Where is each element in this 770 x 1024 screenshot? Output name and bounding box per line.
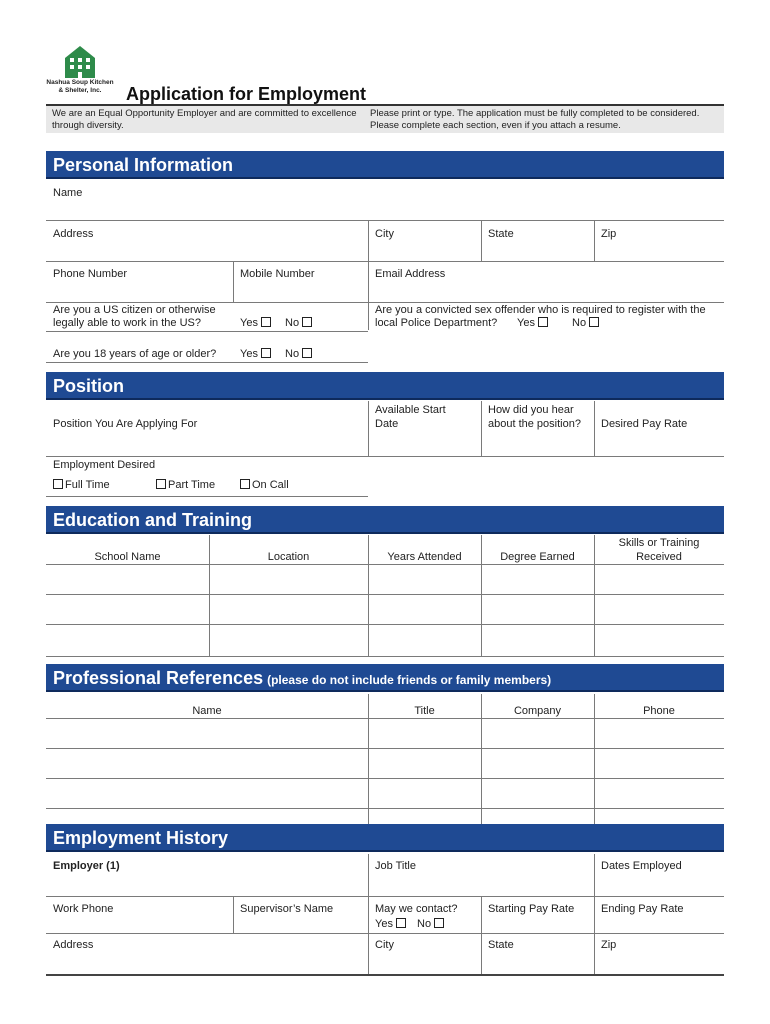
work-phone-field-line[interactable] xyxy=(46,933,724,934)
divider xyxy=(594,221,595,261)
divider xyxy=(481,221,482,261)
divider xyxy=(46,564,724,565)
divider xyxy=(209,535,210,656)
divider xyxy=(594,694,595,824)
section-title: Employment History xyxy=(53,828,229,848)
name-label: Name xyxy=(53,187,83,199)
divider xyxy=(46,362,368,363)
education-row[interactable] xyxy=(46,624,724,625)
logo-text-line1: Nashua Soup Kitchen xyxy=(46,79,114,86)
intro-instructions: Please print or type. The application must be fully completed to be considered. Please complete each section, even if you attach a resume. xyxy=(364,106,724,133)
desired-pay-label: Desired Pay Rate xyxy=(601,418,688,430)
col-school-name: School Name xyxy=(94,551,161,563)
divider xyxy=(368,854,369,897)
yes-label: Yes xyxy=(517,317,535,329)
checkbox-icon[interactable] xyxy=(261,317,271,327)
on-call-option[interactable] xyxy=(237,478,289,492)
contact-yes-option[interactable] xyxy=(375,917,408,931)
checkbox-icon[interactable] xyxy=(240,479,250,489)
hear-label-line2: about the position? xyxy=(488,418,581,430)
logo-text-line2: & Shelter, Inc. xyxy=(58,86,102,94)
divider xyxy=(368,221,369,261)
citizen-question-line1: Are you a US citizen or otherwise xyxy=(53,304,216,316)
checkbox-icon[interactable] xyxy=(261,348,271,358)
part-time-option[interactable] xyxy=(153,478,215,492)
checkbox-icon[interactable] xyxy=(589,317,599,327)
divider xyxy=(481,401,482,456)
house-logo-icon xyxy=(63,44,97,78)
on-call-label: On Call xyxy=(252,479,289,491)
checkbox-icon[interactable] xyxy=(302,348,312,358)
start-date-label-line2: Date xyxy=(375,418,399,430)
starting-pay-label: Starting Pay Rate xyxy=(488,903,575,915)
history-address-field-line[interactable] xyxy=(46,974,724,976)
section-title: Position xyxy=(53,376,124,396)
full-time-label: Full Time xyxy=(65,479,110,491)
position-field-line[interactable] xyxy=(46,456,724,457)
divider xyxy=(368,262,369,302)
email-label: Email Address xyxy=(375,268,446,280)
citizen-no-option[interactable] xyxy=(285,316,314,330)
section-professional-references xyxy=(46,664,724,692)
section-education-training xyxy=(46,506,724,534)
employer-label: Employer (1) xyxy=(53,860,120,872)
divider xyxy=(594,535,595,656)
phone-label: Phone Number xyxy=(53,268,127,280)
part-time-label: Part Time xyxy=(168,479,216,491)
checkbox-icon[interactable] xyxy=(302,317,312,327)
start-date-label-line1: Available Start xyxy=(375,404,446,416)
history-zip-label: Zip xyxy=(601,939,617,951)
contact-question: May we contact? xyxy=(375,903,458,915)
section-personal-information xyxy=(46,151,724,179)
city-label: City xyxy=(375,228,394,240)
divider xyxy=(368,401,369,456)
full-time-option[interactable] xyxy=(50,478,110,492)
col-years-attended: Years Attended xyxy=(387,551,462,563)
divider xyxy=(368,694,369,824)
checkbox-icon[interactable] xyxy=(53,479,63,489)
address-label: Address xyxy=(53,228,94,240)
divider xyxy=(594,401,595,456)
dates-employed-label: Dates Employed xyxy=(601,860,682,872)
section-position xyxy=(46,372,724,400)
section-title: Professional References xyxy=(53,668,264,688)
col-skills-line2: Received xyxy=(636,551,682,563)
yes-label: Yes xyxy=(240,348,258,360)
col-reference-name: Name xyxy=(192,705,222,717)
divider xyxy=(233,262,234,302)
history-city-label: City xyxy=(375,939,394,951)
reference-row[interactable] xyxy=(46,778,724,779)
divider xyxy=(46,331,368,332)
job-title-label: Job Title xyxy=(375,860,416,872)
no-label: No xyxy=(285,317,300,329)
col-reference-company: Company xyxy=(513,705,562,717)
divider xyxy=(46,718,724,719)
divider xyxy=(594,897,595,975)
yes-label: Yes xyxy=(240,317,258,329)
divider xyxy=(481,694,482,824)
intro-eeo-statement: We are an Equal Opportunity Employer and are committed to excellence through diversity. xyxy=(46,106,364,133)
reference-row[interactable] xyxy=(46,808,724,809)
name-field-line[interactable] xyxy=(46,220,724,221)
divider xyxy=(46,496,368,497)
col-reference-phone: Phone xyxy=(643,705,675,717)
hear-label-line1: How did you hear xyxy=(488,404,574,416)
col-skills-line1: Skills or Training xyxy=(618,537,700,549)
age-no-option[interactable] xyxy=(285,347,314,361)
col-reference-title: Title xyxy=(414,705,435,717)
work-phone-label: Work Phone xyxy=(53,903,114,915)
age-yes-option[interactable] xyxy=(240,347,273,361)
checkbox-icon[interactable] xyxy=(434,918,444,928)
checkbox-icon[interactable] xyxy=(156,479,166,489)
yes-label: Yes xyxy=(375,918,393,930)
position-applying-label: Position You Are Applying For xyxy=(53,418,198,430)
no-label: No xyxy=(572,317,587,329)
divider xyxy=(368,303,369,330)
offender-no-option[interactable] xyxy=(572,316,601,330)
reference-row[interactable] xyxy=(46,748,724,749)
divider xyxy=(368,535,369,656)
offender-yes-option[interactable] xyxy=(517,316,550,330)
citizen-yes-option[interactable] xyxy=(240,316,273,330)
history-address-label: Address xyxy=(53,939,94,951)
organization-logo xyxy=(44,44,116,102)
checkbox-icon[interactable] xyxy=(538,317,548,327)
document-title: Application for Employment xyxy=(126,84,367,104)
address-field-line[interactable] xyxy=(46,261,724,262)
offender-question-line1: Are you a convicted sex offender who is required to register with the xyxy=(375,304,706,316)
section-employment-history xyxy=(46,824,724,852)
col-degree-earned: Degree Earned xyxy=(500,551,575,563)
no-label: No xyxy=(285,348,300,360)
ending-pay-label: Ending Pay Rate xyxy=(601,903,684,915)
no-label: No xyxy=(417,918,432,930)
divider xyxy=(368,897,369,975)
divider xyxy=(481,897,482,975)
divider xyxy=(594,854,595,897)
offender-question-line2: local Police Department? xyxy=(375,317,498,329)
employer-field-line[interactable] xyxy=(46,896,724,897)
employment-desired-label: Employment Desired xyxy=(53,459,156,471)
contact-no-option[interactable] xyxy=(417,917,446,931)
divider xyxy=(233,897,234,933)
education-row[interactable] xyxy=(46,594,724,595)
checkbox-icon[interactable] xyxy=(396,918,406,928)
section-subtitle: (please do not include friends or family members) xyxy=(267,673,552,687)
col-location: Location xyxy=(267,551,310,563)
education-row[interactable] xyxy=(46,656,724,657)
section-title: Personal Information xyxy=(53,155,234,175)
citizen-question-line2: legally able to work in the US? xyxy=(53,317,201,329)
age-question: Are you 18 years of age or older? xyxy=(53,348,217,360)
mobile-label: Mobile Number xyxy=(240,268,315,280)
supervisor-label: Supervisor’s Name xyxy=(240,903,334,915)
divider xyxy=(481,535,482,656)
zip-label: Zip xyxy=(601,228,617,240)
history-state-label: State xyxy=(488,939,514,951)
state-label: State xyxy=(488,228,514,240)
section-title: Education and Training xyxy=(53,510,253,530)
